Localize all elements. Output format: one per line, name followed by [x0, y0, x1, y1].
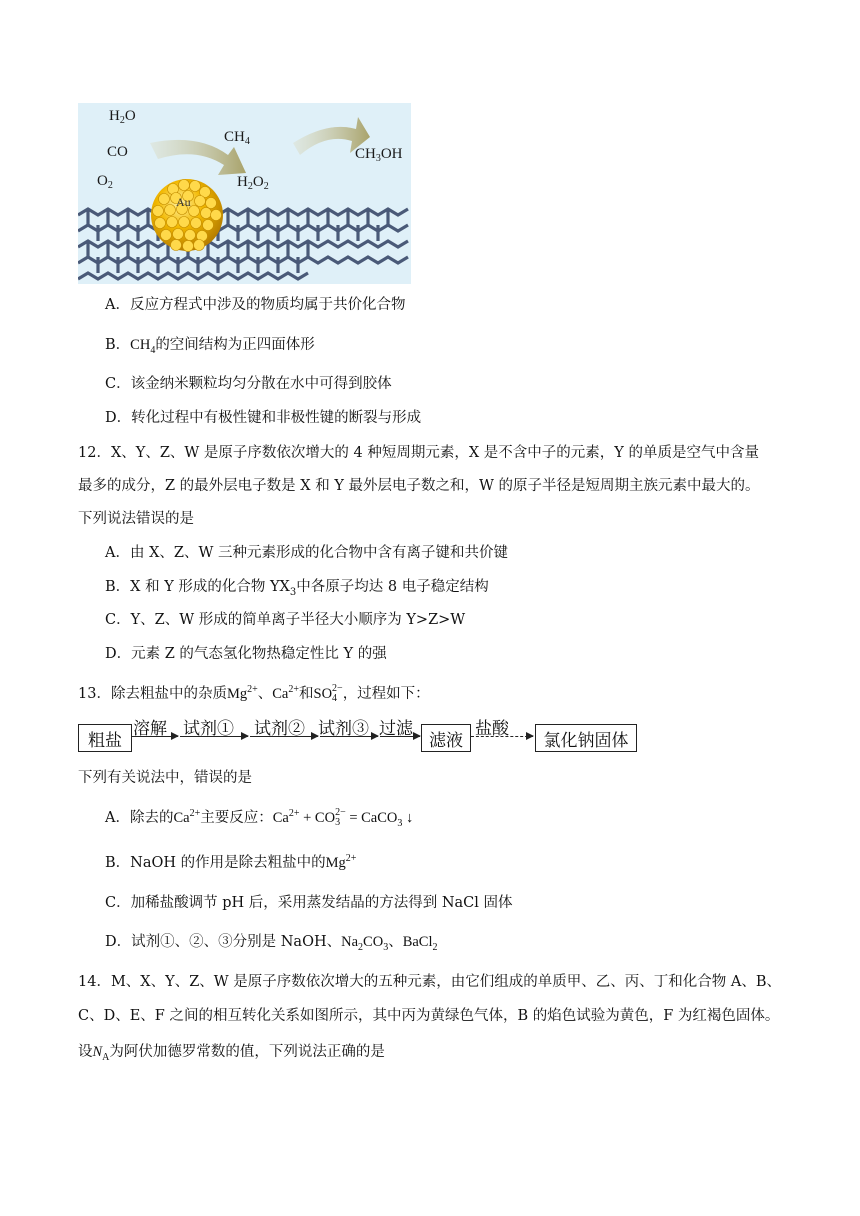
label-h2o: $H_2O$ [109, 108, 136, 126]
label-o2: $O_2$ [97, 173, 113, 191]
gold-nanoparticle [151, 179, 223, 252]
purification-flowchart [78, 714, 638, 754]
label-ch3oh: $CH_3OH$ [355, 146, 403, 164]
flow-arrow-1 [131, 736, 178, 737]
flow-step-hcl: 盐酸 [475, 719, 509, 739]
label-au: Au [176, 195, 191, 209]
q14-stem-line3: 设$N_A$为阿伏加德罗常数的值，下列说法正确的是 [78, 1044, 385, 1063]
flow-step-dissolve: 溶解 [133, 719, 167, 739]
flow-arrow-4 [320, 736, 378, 737]
q12-option-d: D．元素 Z 的气态氢化物热稳定性比 Y 的强 [105, 646, 387, 662]
q13-option-c: C．加稀盐酸调节 pH 后，采用蒸发结晶的方法得到 NaCl 固体 [105, 895, 513, 911]
flow-arrow-2 [180, 736, 248, 737]
flow-step-reagent1: 试剂① [183, 719, 234, 739]
flow-step-filter: 过滤 [379, 719, 413, 739]
q13-option-b: B．NaOH 的作用是除去粗盐中的$Mg^{2+}$ [105, 853, 357, 871]
q12-stem-line2: 最多的成分，Z 的最外层电子数是 X 和 Y 最外层电子数之和，W 的原子半径是短周期主族元素中最大的。 [78, 478, 760, 494]
flow-arrow-5 [380, 736, 420, 737]
q12-option-c: C．Y、Z、W 形成的简单离子半径大小顺序为 Y>Z>W [105, 612, 466, 628]
flow-arrow-6 [471, 736, 533, 737]
label-co: CO [107, 144, 128, 160]
q13-option-d: D．试剂①、②、③分别是 NaOH、$Na_2CO_3$、BaCl$_2$ [105, 934, 438, 953]
q13-question: 下列有关说法中，错误的是 [78, 770, 252, 786]
catalysis-figure [78, 103, 411, 284]
graphene-sheet [78, 209, 408, 279]
q14-stem-line2: C、D、E、F 之间的相互转化关系如图所示，其中丙为黄绿色气体，B 的焰色试验为黄色，F 为红褐色固体。 [78, 1008, 780, 1024]
flow-start-box: 粗盐 [78, 724, 132, 752]
q14-stem-line1: 14．M、X、Y、Z、W 是原子序数依次增大的五种元素，由它们组成的单质甲、乙、丙、丁和化合物 A、B、 [78, 974, 782, 990]
q11-option-d: D．转化过程中有极性键和非极性键的断裂与形成 [105, 410, 422, 426]
label-ch4: $CH_4$ [224, 129, 250, 147]
q13-option-a: A．除去的$Ca^{2+}$主要反应：$Ca^{2+}$ + CO 2− 3 = CaCO$_3$ ↓ [105, 807, 414, 829]
q11-option-a: A．反应方程式中涉及的物质均属于共价化合物 [105, 297, 406, 313]
flow-filtrate-box: 滤液 [421, 724, 471, 752]
q13-stem: 13．除去粗盐中的杂质$Mg^{2+}$、$Ca^{2+}$和SO 2− 4 ，过程如下： [78, 683, 430, 704]
q11-option-c: C．该金纳米颗粒均匀分散在水中可得到胶体 [105, 376, 392, 392]
flow-end-box: 氯化钠固体 [535, 724, 637, 752]
flow-step-reagent3: 试剂③ [318, 719, 369, 739]
flow-arrow-3 [250, 736, 318, 737]
q12-option-b: B．X 和 Y 形成的化合物 $YX_3$中各原子均达 8 电子稳定结构 [105, 579, 489, 598]
q12-stem-line3: 下列说法错误的是 [78, 511, 194, 527]
q11-option-b: B．$CH_4$的空间结构为正四面体形 [105, 337, 315, 356]
label-h2o2: $H_2O_2$ [237, 174, 269, 192]
q12-option-a: A．由 X、Z、W 三种元素形成的化合物中含有离子键和共价键 [105, 545, 508, 561]
q12-stem-line1: 12．X、Y、Z、W 是原子序数依次增大的 4 种短周期元素，X 是不含中子的元素，Y 的单质是空气中含量 [78, 445, 759, 461]
flow-step-reagent2: 试剂② [254, 719, 305, 739]
